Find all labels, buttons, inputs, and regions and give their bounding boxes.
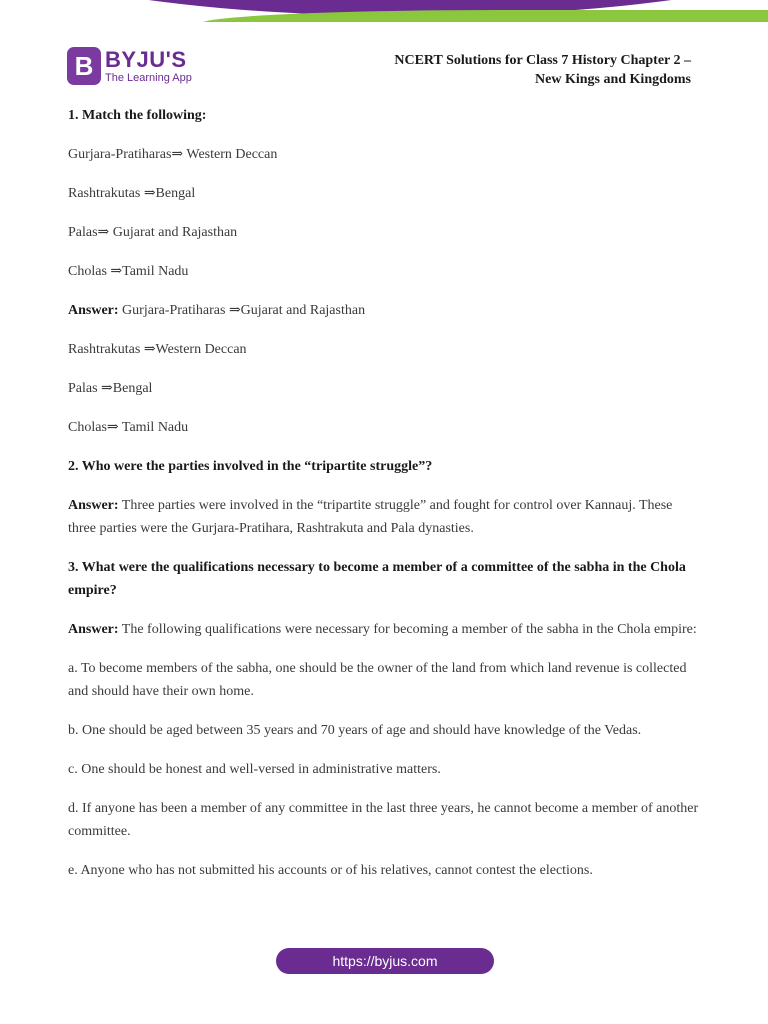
answer-3-text: The following qualifications were necessary for becoming a member of the sabha in the Chola empire: (118, 622, 697, 637)
qualification-point: b. One should be aged between 35 years and 70 years of age and should have knowledge of the Vedas. (68, 723, 642, 738)
answer-1-first: Gurjara-Pratiharas ⇒Gujarat and Rajasthan (118, 303, 366, 318)
answer-label: Answer: (68, 303, 119, 318)
question-2: 2. Who were the parties involved in the “tripartite struggle”? (68, 459, 433, 474)
answer-2 (68, 494, 700, 540)
answer-3 (68, 618, 700, 641)
logo-mark-icon: B (67, 47, 101, 85)
match-item: Palas⇒ Gujarat and Rajasthan (68, 225, 238, 240)
answer-label: Answer: (68, 498, 119, 513)
match-item: Cholas ⇒Tamil Nadu (68, 264, 189, 279)
logo-text (105, 46, 192, 84)
footer-url-button[interactable]: https://byjus.com (276, 948, 494, 974)
qualification-point: a. To become members of the sabha, one should be the owner of the land from which land revenue is collected and should have their own home. (68, 661, 687, 699)
document-body (68, 104, 700, 882)
match-item: Rashtrakutas ⇒Bengal (68, 186, 196, 201)
answer-item: Cholas⇒ Tamil Nadu (68, 420, 189, 435)
logo-name: BYJU'S (105, 46, 187, 72)
question-3: 3. What were the qualifications necessary to become a member of a committee of the sabha in the Chola empire? (68, 560, 686, 598)
answer-item: Rashtrakutas ⇒Western Deccan (68, 342, 247, 357)
qualification-point: d. If anyone has been a member of any committee in the last three years, he cannot become a member of another committee. (68, 801, 699, 839)
byjus-logo[interactable] (67, 46, 192, 86)
page-title-line1: NCERT Solutions for Class 7 History Chapter 2 – (394, 53, 691, 68)
page-title-line2: New Kings and Kingdoms (535, 72, 691, 87)
answer-label: Answer: (68, 622, 119, 637)
match-item: Gurjara-Pratiharas⇒ Western Deccan (68, 147, 278, 162)
answer-2-text: Three parties were involved in the “tripartite struggle” and fought for control over Kannauj. These three parties were the Gurjara-Pratihara, Rashtrakuta and Pala dynasties. (68, 498, 673, 536)
question-1: 1. Match the following: (68, 108, 207, 123)
qualification-point: e. Anyone who has not submitted his accounts or of his relatives, cannot contest the elections. (68, 863, 593, 878)
logo-tagline: The Learning App (105, 71, 192, 84)
qualification-point: c. One should be honest and well-versed in administrative matters. (68, 762, 441, 777)
answer-1 (68, 299, 700, 322)
header-decoration (0, 0, 768, 22)
page-title (331, 51, 691, 89)
answer-item: Palas ⇒Bengal (68, 381, 153, 396)
